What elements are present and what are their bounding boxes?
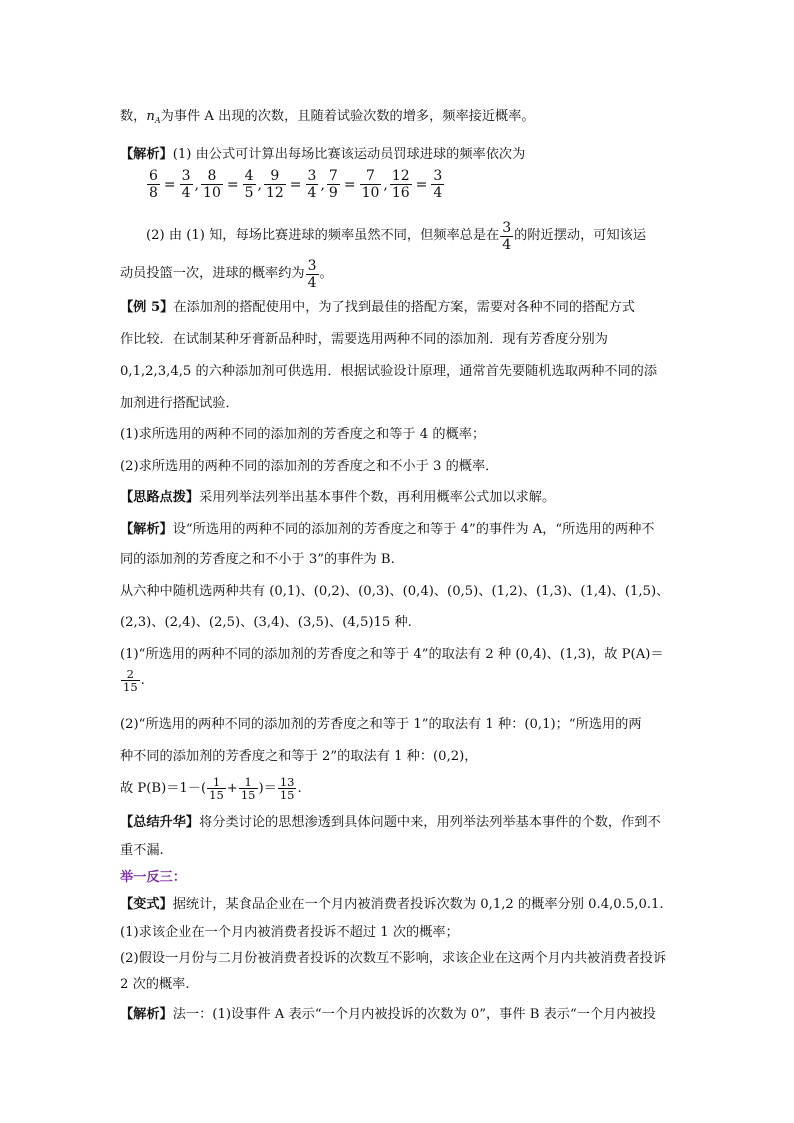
text: 。 (319, 266, 333, 281)
probability-a-value (120, 668, 145, 693)
comma: , (194, 176, 200, 193)
variant-question-2b: 2 次的概率. (120, 977, 190, 992)
example-5-line3: 0,1,2,3,4,5 的六种添加剂可供选用．根据试验设计原理，通常首先要随机选取两种不同的添 (120, 364, 658, 379)
comma: , (257, 176, 262, 193)
denominator: 10 (361, 185, 380, 201)
var-sub: A (154, 116, 161, 125)
example-label: 【例 5】 (120, 300, 174, 315)
analysis-label: 【解析】 (120, 522, 173, 537)
reduced-fraction (360, 168, 382, 201)
text: 动员投篮一次，进球的概率约为 (120, 266, 305, 281)
numerator: 8 (207, 168, 217, 184)
reduced-fraction (306, 168, 319, 201)
analysis-1-line1 (120, 146, 525, 164)
analysis-2-line4: (2,3)、(2,4)、(2,5)、(3,4)、(3,5)、(4,5)15 种. (120, 615, 412, 630)
text: 在添加剂的搭配使用中，为了找到最佳的搭配方案，需要对各种不同的搭配方式 (173, 300, 635, 315)
text: 据统计，某食品企业在一个月内被消费者投诉次数为 0,1,2 的概率分别 0.4,0.5,0.1. (172, 897, 664, 912)
paragraph-frequency (120, 108, 535, 130)
frequency-fraction (147, 168, 160, 201)
comma: , (320, 176, 325, 193)
fraction: $\frac{13}{15}$ (279, 775, 295, 802)
denominator: 9 (328, 185, 338, 201)
example-5-question-1: (1)求所选用的两种不同的添加剂的芳香度之和等于 4 的概率； (120, 427, 486, 442)
denominator: 8 (149, 185, 158, 201)
analysis-label: 【解析】 (120, 147, 173, 162)
example-5-line2: 作比较．在试制某种牙膏新品种时，需要选用两种不同的添加剂．现有芳香度分别为 (120, 332, 608, 347)
denominator: 4 (181, 185, 191, 201)
numerator: 12 (391, 168, 410, 184)
numerator: 3 (433, 168, 443, 184)
variant-line1 (120, 896, 664, 914)
numerator: 9 (270, 168, 280, 184)
reduced-fraction (243, 168, 256, 201)
variant-question-2a: (2)假设一月份与二月份被消费者投诉的次数互不影响，求该企业在这两个月内共被消费者投诉 (120, 951, 667, 966)
text: 为事件 A 出现的次数，且随着试验次数的增多，频率接近概率。 (160, 109, 535, 124)
numerator: 4 (244, 168, 254, 184)
frequency-fraction (201, 168, 223, 201)
equals-sign: = (343, 176, 356, 193)
frequency-equation (146, 168, 445, 201)
variant-question-1: (1)求该企业在一个月内被消费者投诉不超过 1 次的概率； (120, 925, 459, 940)
analysis-2-line5: (1)“所选用的两种不同的添加剂的芳香度之和等于 4”的取法有 2 种 (0,4)、(1,3)，故 P(A)＝ (120, 647, 664, 662)
text: (1) 由公式可计算出每场比赛该运动员罚球进球的频率依次为 (172, 147, 526, 162)
example-5-question-2: (2)求所选用的两种不同的添加剂的芳香度之和不小于 3 的概率． (120, 459, 499, 474)
text: 采用列举法列举出基本事件个数，再利用概率公式加以求解。 (199, 490, 556, 505)
frequency-fraction (390, 168, 412, 201)
numerator: 7 (328, 168, 338, 184)
equals-sign: = (415, 176, 428, 193)
denominator: 5 (244, 185, 254, 201)
text: (2) 由 (1) 知，每场比赛进球的频率虽然不同，但频率总是在 (146, 228, 500, 243)
equals-sign: = (289, 176, 302, 193)
text: + (226, 781, 238, 796)
reduced-fraction (180, 168, 193, 201)
var-n: n (146, 109, 155, 124)
summary-label: 【总结升华】 (120, 815, 200, 830)
analysis-2-line3: 从六种中随机选两种共有 (0,1)、(0,2)、(0,3)、(0,4)、(0,5)、(1,2)、(1,3)、(1,4)、(1,5)、 (120, 584, 670, 599)
equals-sign: = (226, 176, 239, 193)
denominator: 16 (391, 185, 410, 201)
practice-heading: 举一反三： (120, 870, 186, 885)
analysis-3-line1 (120, 1006, 656, 1024)
analysis-1-line2 (146, 220, 646, 253)
fraction: $\frac{3}{4}$ (502, 220, 512, 253)
equals-sign: = (163, 176, 176, 193)
example-5-line1 (120, 299, 635, 317)
numerator: 7 (366, 168, 375, 184)
text: . (140, 673, 145, 688)
frequency-fraction (264, 168, 286, 201)
text: 故 P(B)＝1－( (120, 781, 207, 796)
denominator: 4 (433, 185, 443, 201)
probability-b-formula (120, 776, 302, 801)
numerator: 3 (307, 168, 317, 184)
denominator: 12 (265, 185, 284, 201)
example-5-line4: 加剂进行搭配试验． (120, 396, 239, 411)
text: 将分类讨论的思想渗透到具体问题中来，用列举法列举基本事件的个数，作到不 (199, 815, 661, 830)
text: 的附近摆动，可知该运 (514, 228, 647, 243)
text: 设“所选用的两种不同的添加剂的芳香度之和等于 4”的事件为 A，“所选用的两种不 (172, 522, 655, 537)
frequency-fraction (327, 168, 340, 201)
fraction: $\frac{1}{15}$ (240, 775, 256, 802)
variant-label: 【变式】 (120, 897, 173, 912)
analysis-label: 【解析】 (120, 1007, 173, 1022)
text: . (297, 781, 302, 796)
denominator: 4 (307, 185, 317, 201)
fraction: $\frac{2}{15}$ (123, 667, 138, 694)
fraction: $\frac{1}{15}$ (209, 775, 224, 802)
analysis-2-line7: 种不同的添加剂的芳香度之和等于 2”的取法有 1 种：(0,2)， (120, 749, 478, 764)
fraction: $\frac{3}{4}$ (307, 258, 317, 291)
summary-line2: 重不漏. (120, 843, 164, 858)
text: 数， (120, 109, 147, 124)
denominator: 10 (203, 185, 221, 201)
hint-label: 【思路点拨】 (120, 490, 200, 505)
comma: , (383, 176, 388, 193)
reduced-fraction (431, 168, 444, 201)
summary-line1 (120, 814, 661, 832)
text: 法一：(1)设事件 A 表示“一个月内被投诉的次数为 0”，事件 B 表示“一个月内被投 (172, 1007, 656, 1022)
analysis-2-line2: 同的添加剂的芳香度之和不小于 3”的事件为 B. (120, 552, 395, 567)
analysis-2-line6: (2)“所选用的两种不同的添加剂的芳香度之和等于 1”的取法有 1 种：(0,1)；“所选用的两 (120, 717, 642, 732)
numerator: 6 (149, 168, 158, 184)
text: )＝ (258, 781, 277, 796)
numerator: 3 (181, 168, 191, 184)
analysis-1-line3 (120, 258, 333, 291)
hint-paragraph (120, 489, 555, 507)
analysis-2-line1 (120, 521, 654, 539)
